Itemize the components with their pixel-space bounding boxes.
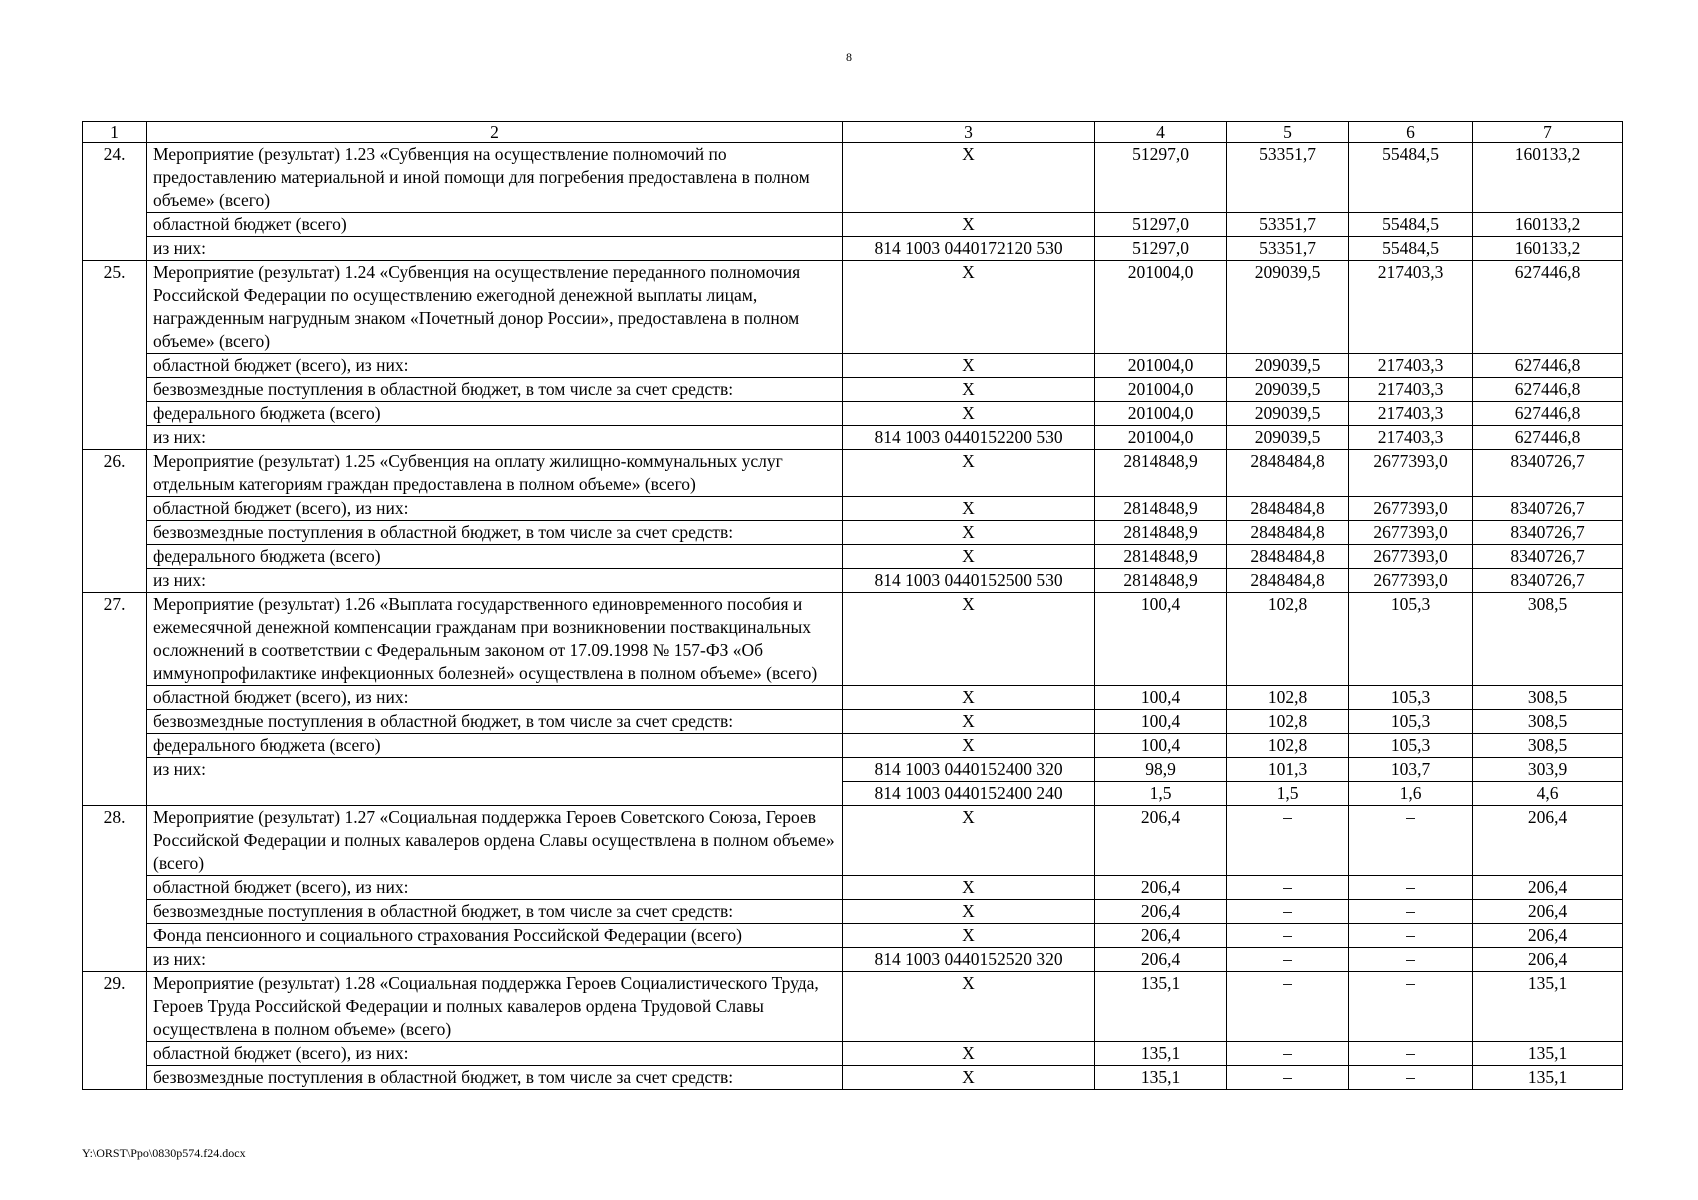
amount-cell: 206,4 bbox=[1473, 876, 1623, 900]
amount-cell: 1,6 bbox=[1349, 782, 1473, 806]
amount-cell: 2814848,9 bbox=[1095, 497, 1227, 521]
activity-title: Мероприятие (результат) 1.26 «Выплата государственного единовременного пособия и ежемесячной денежной компенсации гражданам при возникновении поствакцинальных осложнений в соответствии с Федеральным законом от 17.09.1998 № 157-ФЗ «Об иммунопрофилактике инфекционных болезней» осуществлена в полном объеме» (всего) bbox=[147, 593, 843, 686]
amount-cell: 627446,8 bbox=[1473, 378, 1623, 402]
amount-cell: 55484,5 bbox=[1349, 237, 1473, 261]
amount-cell: 102,8 bbox=[1227, 686, 1349, 710]
amount-cell: 206,4 bbox=[1095, 876, 1227, 900]
table-row bbox=[83, 686, 1623, 710]
amount-cell: 2848484,8 bbox=[1227, 569, 1349, 593]
table-row bbox=[83, 569, 1623, 593]
budget-code: X bbox=[843, 213, 1095, 237]
amount-cell: 308,5 bbox=[1473, 593, 1623, 686]
funding-source-label: федерального бюджета (всего) bbox=[147, 734, 843, 758]
budget-code: X bbox=[843, 686, 1095, 710]
amount-cell: 201004,0 bbox=[1095, 402, 1227, 426]
funding-source-label: областной бюджет (всего), из них: bbox=[147, 354, 843, 378]
amount-cell: 308,5 bbox=[1473, 686, 1623, 710]
item-number: 27. bbox=[83, 593, 147, 806]
header-cell: 3 bbox=[843, 122, 1095, 143]
amount-cell: 1,5 bbox=[1095, 782, 1227, 806]
amount-cell: 217403,3 bbox=[1349, 261, 1473, 354]
amount-cell: 100,4 bbox=[1095, 593, 1227, 686]
budget-code: X bbox=[843, 545, 1095, 569]
amount-cell: 100,4 bbox=[1095, 686, 1227, 710]
amount-cell: 2848484,8 bbox=[1227, 545, 1349, 569]
activity-title: Мероприятие (результат) 1.24 «Субвенция на осуществление переданного полномочия Российской Федерации по осуществлению ежегодной денежной выплаты лицам, награжденным нагрудным знаком «Почетный донор России», предоставлена в полном объеме» (всего) bbox=[147, 261, 843, 354]
amount-cell: 160133,2 bbox=[1473, 213, 1623, 237]
amount-cell: 2848484,8 bbox=[1227, 521, 1349, 545]
amount-cell: 206,4 bbox=[1473, 948, 1623, 972]
budget-code: 814 1003 0440152200 530 bbox=[843, 426, 1095, 450]
table-row bbox=[83, 734, 1623, 758]
header-cell: 4 bbox=[1095, 122, 1227, 143]
table-row bbox=[83, 806, 1623, 876]
budget-code: X bbox=[843, 378, 1095, 402]
budget-code: X bbox=[843, 924, 1095, 948]
table-row bbox=[83, 593, 1623, 686]
item-number: 28. bbox=[83, 806, 147, 972]
amount-cell: 53351,7 bbox=[1227, 237, 1349, 261]
amount-cell: 51297,0 bbox=[1095, 213, 1227, 237]
budget-code: X bbox=[843, 806, 1095, 876]
amount-cell: – bbox=[1227, 972, 1349, 1042]
funding-source-label: из них: bbox=[147, 758, 843, 806]
amount-cell: – bbox=[1227, 948, 1349, 972]
amount-cell: – bbox=[1349, 806, 1473, 876]
budget-code: X bbox=[843, 261, 1095, 354]
amount-cell: 201004,0 bbox=[1095, 426, 1227, 450]
budget-code: X bbox=[843, 734, 1095, 758]
amount-cell: 627446,8 bbox=[1473, 402, 1623, 426]
table-row bbox=[83, 924, 1623, 948]
amount-cell: 53351,7 bbox=[1227, 213, 1349, 237]
table-row bbox=[83, 378, 1623, 402]
amount-cell: 1,5 bbox=[1227, 782, 1349, 806]
amount-cell: 4,6 bbox=[1473, 782, 1623, 806]
amount-cell: 102,8 bbox=[1227, 734, 1349, 758]
table-row bbox=[83, 521, 1623, 545]
budget-code: X bbox=[843, 710, 1095, 734]
header-row bbox=[83, 122, 1623, 143]
budget-code: X bbox=[843, 143, 1095, 213]
budget-code: X bbox=[843, 1042, 1095, 1066]
amount-cell: – bbox=[1349, 876, 1473, 900]
table-row bbox=[83, 497, 1623, 521]
amount-cell: 209039,5 bbox=[1227, 261, 1349, 354]
table-row bbox=[83, 545, 1623, 569]
funding-source-label: из них: bbox=[147, 426, 843, 450]
activity-title: Мероприятие (результат) 1.28 «Социальная поддержка Героев Социалистического Труда, Героев Труда Российской Федерации и полных кавалеров ордена Трудовой Славы осуществлена в полном объеме» (всего) bbox=[147, 972, 843, 1042]
budget-code: 814 1003 0440152520 320 bbox=[843, 948, 1095, 972]
table-row bbox=[83, 758, 1623, 782]
funding-source-label: безвозмездные поступления в областной бюджет, в том числе за счет средств: bbox=[147, 378, 843, 402]
amount-cell: 201004,0 bbox=[1095, 261, 1227, 354]
budget-code: X bbox=[843, 450, 1095, 497]
amount-cell: 209039,5 bbox=[1227, 354, 1349, 378]
amount-cell: 135,1 bbox=[1095, 1042, 1227, 1066]
amount-cell: 135,1 bbox=[1473, 972, 1623, 1042]
activity-title: Мероприятие (результат) 1.25 «Субвенция на оплату жилищно-коммунальных услуг отдельным категориям граждан предоставлена в полном объеме» (всего) bbox=[147, 450, 843, 497]
funding-source-label: федерального бюджета (всего) bbox=[147, 402, 843, 426]
table-row bbox=[83, 900, 1623, 924]
amount-cell: – bbox=[1227, 1066, 1349, 1090]
budget-code: X bbox=[843, 497, 1095, 521]
header-cell: 5 bbox=[1227, 122, 1349, 143]
budget-code: 814 1003 0440172120 530 bbox=[843, 237, 1095, 261]
amount-cell: – bbox=[1349, 1042, 1473, 1066]
amount-cell: 55484,5 bbox=[1349, 143, 1473, 213]
funding-source-label: федерального бюджета (всего) bbox=[147, 545, 843, 569]
amount-cell: 8340726,7 bbox=[1473, 450, 1623, 497]
amount-cell: 2814848,9 bbox=[1095, 521, 1227, 545]
header-cell: 1 bbox=[83, 122, 147, 143]
amount-cell: 135,1 bbox=[1473, 1066, 1623, 1090]
amount-cell: 105,3 bbox=[1349, 593, 1473, 686]
amount-cell: 627446,8 bbox=[1473, 261, 1623, 354]
table-row bbox=[83, 1066, 1623, 1090]
table-row bbox=[83, 143, 1623, 213]
amount-cell: 627446,8 bbox=[1473, 354, 1623, 378]
amount-cell: 201004,0 bbox=[1095, 354, 1227, 378]
amount-cell: 217403,3 bbox=[1349, 378, 1473, 402]
amount-cell: 206,4 bbox=[1473, 806, 1623, 876]
funding-source-label: безвозмездные поступления в областной бюджет, в том числе за счет средств: bbox=[147, 710, 843, 734]
amount-cell: 103,7 bbox=[1349, 758, 1473, 782]
amount-cell: 100,4 bbox=[1095, 710, 1227, 734]
amount-cell: 98,9 bbox=[1095, 758, 1227, 782]
table-row bbox=[83, 1042, 1623, 1066]
table-row bbox=[83, 237, 1623, 261]
amount-cell: 2677393,0 bbox=[1349, 450, 1473, 497]
table-row bbox=[83, 261, 1623, 354]
amount-cell: 102,8 bbox=[1227, 593, 1349, 686]
amount-cell: 51297,0 bbox=[1095, 143, 1227, 213]
table-row bbox=[83, 710, 1623, 734]
funding-source-label: из них: bbox=[147, 948, 843, 972]
table-row bbox=[83, 450, 1623, 497]
amount-cell: 217403,3 bbox=[1349, 426, 1473, 450]
funding-source-label: из них: bbox=[147, 237, 843, 261]
amount-cell: – bbox=[1227, 1042, 1349, 1066]
activity-title: Мероприятие (результат) 1.27 «Социальная поддержка Героев Советского Союза, Героев Российской Федерации и полных кавалеров ордена Славы осуществлена в полном объеме» (всего) bbox=[147, 806, 843, 876]
amount-cell: 2677393,0 bbox=[1349, 497, 1473, 521]
header-cell: 7 bbox=[1473, 122, 1623, 143]
budget-code: X bbox=[843, 402, 1095, 426]
amount-cell: – bbox=[1349, 972, 1473, 1042]
table-row bbox=[83, 426, 1623, 450]
amount-cell: 55484,5 bbox=[1349, 213, 1473, 237]
amount-cell: 160133,2 bbox=[1473, 143, 1623, 213]
budget-code: 814 1003 0440152400 320 bbox=[843, 758, 1095, 782]
amount-cell: – bbox=[1349, 900, 1473, 924]
budget-code: X bbox=[843, 1066, 1095, 1090]
item-number: 29. bbox=[83, 972, 147, 1090]
activity-title: Мероприятие (результат) 1.23 «Субвенция на осуществление полномочий по предоставлению материальной и иной помощи для погребения предоставлена в полном объеме» (всего) bbox=[147, 143, 843, 213]
budget-code: X bbox=[843, 972, 1095, 1042]
amount-cell: 2848484,8 bbox=[1227, 497, 1349, 521]
amount-cell: 53351,7 bbox=[1227, 143, 1349, 213]
amount-cell: – bbox=[1227, 924, 1349, 948]
budget-code: X bbox=[843, 521, 1095, 545]
amount-cell: 308,5 bbox=[1473, 710, 1623, 734]
header-cell: 6 bbox=[1349, 122, 1473, 143]
funding-source-label: областной бюджет (всего) bbox=[147, 213, 843, 237]
amount-cell: 217403,3 bbox=[1349, 402, 1473, 426]
amount-cell: 2677393,0 bbox=[1349, 545, 1473, 569]
amount-cell: 2848484,8 bbox=[1227, 450, 1349, 497]
amount-cell: 217403,3 bbox=[1349, 354, 1473, 378]
funding-source-label: безвозмездные поступления в областной бюджет, в том числе за счет средств: bbox=[147, 1066, 843, 1090]
amount-cell: – bbox=[1349, 1066, 1473, 1090]
amount-cell: 8340726,7 bbox=[1473, 569, 1623, 593]
amount-cell: 102,8 bbox=[1227, 710, 1349, 734]
amount-cell: 2677393,0 bbox=[1349, 569, 1473, 593]
budget-code: 814 1003 0440152400 240 bbox=[843, 782, 1095, 806]
amount-cell: 105,3 bbox=[1349, 686, 1473, 710]
table-row bbox=[83, 948, 1623, 972]
amount-cell: 303,9 bbox=[1473, 758, 1623, 782]
item-number: 26. bbox=[83, 450, 147, 593]
amount-cell: 51297,0 bbox=[1095, 237, 1227, 261]
amount-cell: 206,4 bbox=[1095, 948, 1227, 972]
amount-cell: 2677393,0 bbox=[1349, 521, 1473, 545]
amount-cell: 308,5 bbox=[1473, 734, 1623, 758]
amount-cell: 105,3 bbox=[1349, 734, 1473, 758]
amount-cell: 105,3 bbox=[1349, 710, 1473, 734]
amount-cell: 206,4 bbox=[1473, 900, 1623, 924]
table-row bbox=[83, 213, 1623, 237]
amount-cell: 209039,5 bbox=[1227, 426, 1349, 450]
amount-cell: 8340726,7 bbox=[1473, 545, 1623, 569]
amount-cell: 8340726,7 bbox=[1473, 497, 1623, 521]
funding-source-label: Фонда пенсионного и социального страхования Российской Федерации (всего) bbox=[147, 924, 843, 948]
amount-cell: – bbox=[1227, 876, 1349, 900]
amount-cell: 8340726,7 bbox=[1473, 521, 1623, 545]
amount-cell: 2814848,9 bbox=[1095, 569, 1227, 593]
amount-cell: 135,1 bbox=[1473, 1042, 1623, 1066]
table-row bbox=[83, 876, 1623, 900]
amount-cell: 206,4 bbox=[1095, 900, 1227, 924]
funding-source-label: безвозмездные поступления в областной бюджет, в том числе за счет средств: bbox=[147, 521, 843, 545]
item-number: 24. bbox=[83, 143, 147, 261]
funding-source-label: областной бюджет (всего), из них: bbox=[147, 1042, 843, 1066]
amount-cell: 206,4 bbox=[1095, 924, 1227, 948]
item-number: 25. bbox=[83, 261, 147, 450]
table-row bbox=[83, 402, 1623, 426]
amount-cell: 2814848,9 bbox=[1095, 450, 1227, 497]
amount-cell: 101,3 bbox=[1227, 758, 1349, 782]
amount-cell: 201004,0 bbox=[1095, 378, 1227, 402]
amount-cell: 160133,2 bbox=[1473, 237, 1623, 261]
budget-code: X bbox=[843, 900, 1095, 924]
amount-cell: 135,1 bbox=[1095, 972, 1227, 1042]
amount-cell: – bbox=[1227, 806, 1349, 876]
amount-cell: – bbox=[1227, 900, 1349, 924]
amount-cell: 206,4 bbox=[1095, 806, 1227, 876]
funding-source-label: из них: bbox=[147, 569, 843, 593]
funding-source-label: областной бюджет (всего), из них: bbox=[147, 497, 843, 521]
amount-cell: 206,4 bbox=[1473, 924, 1623, 948]
budget-code: X bbox=[843, 876, 1095, 900]
funding-source-label: областной бюджет (всего), из них: bbox=[147, 686, 843, 710]
amount-cell: – bbox=[1349, 924, 1473, 948]
amount-cell: 209039,5 bbox=[1227, 402, 1349, 426]
page-number: 8 bbox=[846, 50, 852, 64]
amount-cell: 209039,5 bbox=[1227, 378, 1349, 402]
amount-cell: – bbox=[1349, 948, 1473, 972]
table-row bbox=[83, 354, 1623, 378]
funding-source-label: безвозмездные поступления в областной бюджет, в том числе за счет средств: bbox=[147, 900, 843, 924]
budget-code: 814 1003 0440152500 530 bbox=[843, 569, 1095, 593]
file-path-footer: Y:\ORST\Ppo\0830p574.f24.docx bbox=[82, 1146, 246, 1160]
budget-table bbox=[82, 121, 1623, 1090]
amount-cell: 2814848,9 bbox=[1095, 545, 1227, 569]
amount-cell: 627446,8 bbox=[1473, 426, 1623, 450]
funding-source-label: областной бюджет (всего), из них: bbox=[147, 876, 843, 900]
amount-cell: 100,4 bbox=[1095, 734, 1227, 758]
amount-cell: 135,1 bbox=[1095, 1066, 1227, 1090]
budget-code: X bbox=[843, 593, 1095, 686]
table-row bbox=[83, 972, 1623, 1042]
header-cell: 2 bbox=[147, 122, 843, 143]
budget-code: X bbox=[843, 354, 1095, 378]
